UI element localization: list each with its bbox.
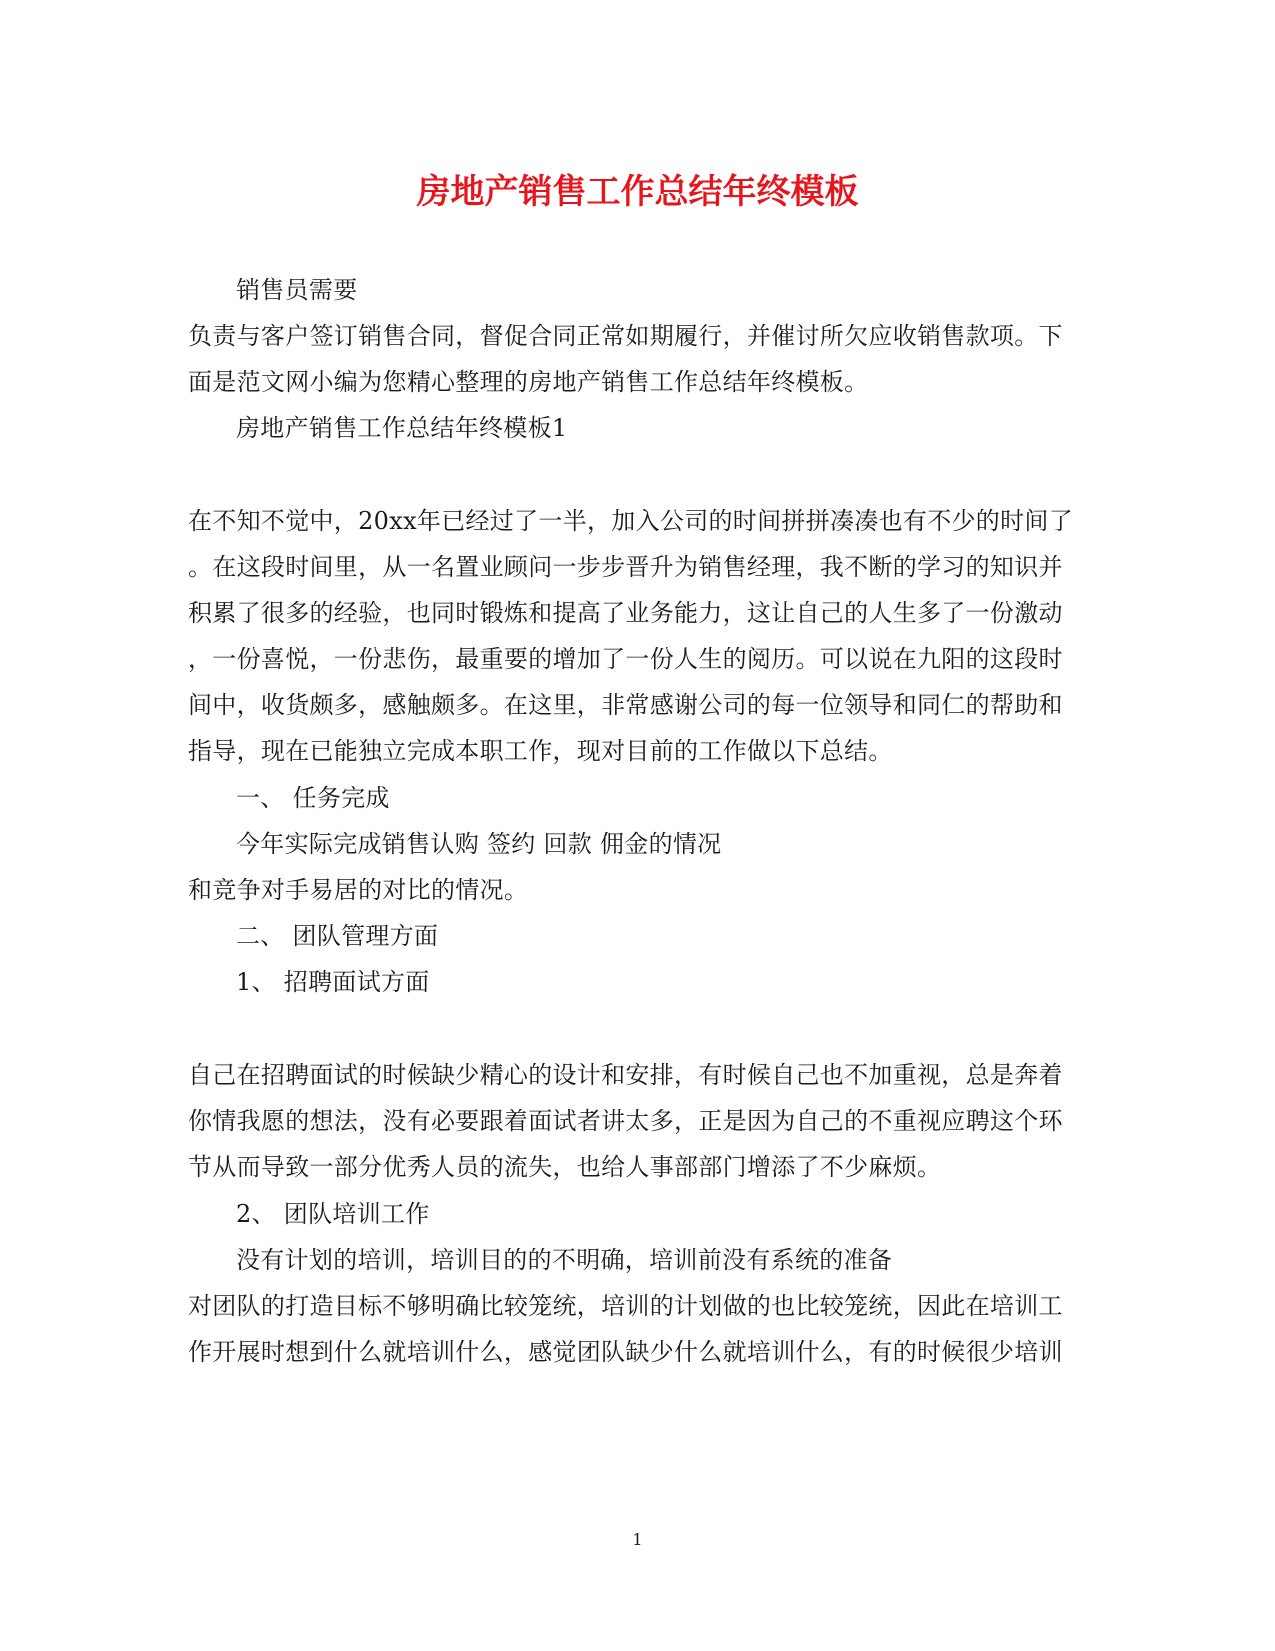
section-heading: 二、 团队管理方面: [236, 922, 439, 950]
subsection-heading: 2、 团队培训工作: [236, 1200, 430, 1228]
intro-line: 销售员需要: [236, 276, 358, 304]
paragraph-line: 和竞争对手易居的对比的情况。: [188, 876, 529, 904]
paragraph-line: 。在这段时间里，从一名置业顾问一步步晋升为销售经理，我不断的学习的知识并: [188, 553, 1063, 581]
paragraph-line: 自己在招聘面试的时候缺少精心的设计和安排，有时候自己也不加重视，总是奔着: [188, 1061, 1063, 1089]
page-number: 1: [632, 1530, 643, 1549]
paragraph-line: 今年实际完成销售认购 签约 回款 佣金的情况: [236, 830, 722, 858]
paragraph-line: 没有计划的培训，培训目的的不明确，培训前没有系统的准备: [236, 1246, 893, 1274]
paragraph-line: 对团队的打造目标不够明确比较笼统，培训的计划做的也比较笼统，因此在培训工: [188, 1292, 1063, 1320]
paragraph-line: 作开展时想到什么就培训什么，感觉团队缺少什么就培训什么，有的时候很少培训: [188, 1338, 1063, 1366]
section-heading: 一、 任务完成: [236, 784, 390, 812]
paragraph-line: 节从而导致一部分优秀人员的流失，也给人事部部门增添了不少麻烦。: [188, 1153, 942, 1181]
paragraph-line: 在不知不觉中，20xx年已经过了一半，加入公司的时间拼拼凑凑也有不少的时间了: [188, 507, 1074, 535]
intro-line: 面是范文网小编为您精心整理的房地产销售工作总结年终模板。: [188, 368, 869, 396]
paragraph-line: 你情我愿的想法，没有必要跟着面试者讲太多，正是因为自己的不重视应聘这个环: [188, 1107, 1063, 1135]
document-title: 房地产销售工作总结年终模板: [416, 172, 859, 212]
paragraph-line: 间中，收货颇多，感触颇多。在这里，非常感谢公司的每一位领导和同仁的帮助和: [188, 691, 1063, 719]
paragraph-line: 指导，现在已能独立完成本职工作，现对目前的工作做以下总结。: [188, 737, 893, 765]
intro-line: 负责与客户签订销售合同，督促合同正常如期履行，并催讨所欠应收销售款项。下: [188, 322, 1063, 350]
section-heading: 房地产销售工作总结年终模板1: [236, 414, 568, 442]
paragraph-line: ，一份喜悦，一份悲伤，最重要的增加了一份人生的阅历。可以说在九阳的这段时: [188, 645, 1063, 673]
paragraph-line: 积累了很多的经验，也同时锻炼和提高了业务能力，这让自己的人生多了一份激动: [188, 599, 1063, 627]
subsection-heading: 1、 招聘面试方面: [236, 968, 430, 996]
